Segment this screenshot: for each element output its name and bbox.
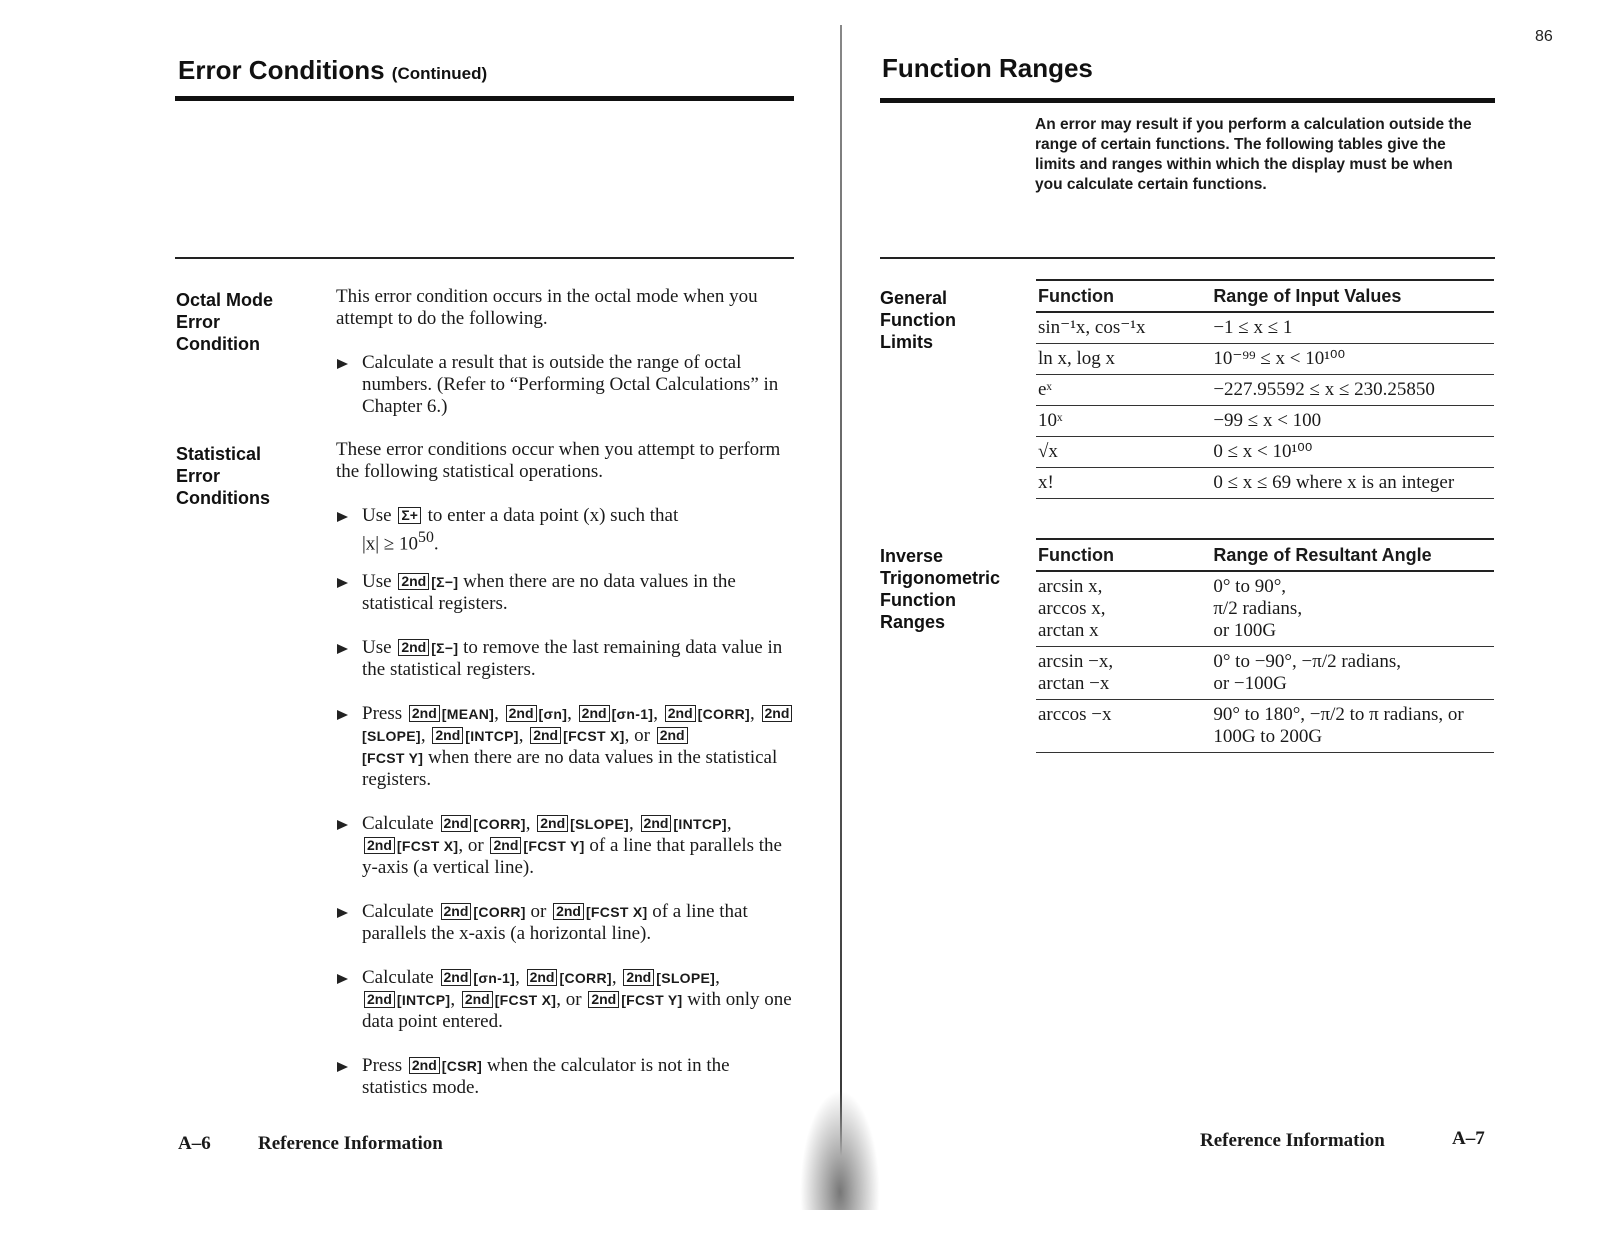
second-key: 2nd [409,705,440,722]
second-key: 2nd [641,815,672,832]
section-rule [880,257,1495,259]
fcst-y-function: [FCST Y] [621,992,683,1008]
table-header [1036,280,1494,312]
bullet-arrow-icon [337,512,348,522]
range-cell: 90° to 180°, −π/2 to π radians, or 100G to 200G [1211,700,1494,753]
stat-bullet-5 [337,813,797,879]
stat-bullet-3 [337,637,797,681]
second-key: 2nd [530,727,561,744]
bullet-text: Calculate 2nd [σn-1], 2nd [CORR], 2nd [SLOPE], 2nd [INTCP], 2nd [FCST X], or 2nd [FCST Y] with only one data point entered. [362,967,792,1032]
sigma-n-function: [σn] [538,706,568,722]
section-rule [175,257,794,259]
function-cell: ln x, log x [1036,344,1211,375]
intcp-function: [INTCP] [396,992,451,1008]
bullet-text: Calculate a result that is outside the range of octal numbers. (Refer to “Performing Octal Calculations” in Chapter 6.) [362,352,779,417]
corr-function: [CORR] [559,970,612,986]
second-key: 2nd [527,969,558,986]
inverse-ranges-table [1036,538,1494,753]
slope-function: [SLOPE] [362,728,421,744]
stat-bullet-6 [337,901,797,945]
label-line: Error [176,312,221,332]
csr-function: [CSR] [441,1058,483,1074]
function-cell: sin⁻¹x, cos⁻¹x [1036,312,1211,344]
label-line: General [880,288,948,308]
slope-function: [SLOPE] [656,970,716,986]
table-header [1036,539,1494,571]
second-key: 2nd [441,815,472,832]
stat-bullet-7 [337,967,797,1033]
second-key: 2nd [398,639,429,656]
label-line: Inverse [880,546,944,566]
intcp-function: [INTCP] [465,728,519,744]
second-key: 2nd [762,705,793,722]
octal-bullet [337,352,797,418]
range-cell: 0 ≤ x < 10¹⁰⁰ [1211,437,1494,468]
range-cell: 0° to −90°, −π/2 radians, or −100G [1211,647,1494,700]
label-line: Conditions [176,488,270,508]
second-key: 2nd [364,991,395,1008]
stat-bullet-8 [337,1055,797,1099]
fcst-x-function: [FCST X] [585,904,648,920]
second-key: 2nd [364,837,395,854]
second-key: 2nd [665,705,696,722]
function-cell: arcsin −x, arctan −x [1036,647,1211,700]
label-line: Limits [880,332,934,352]
inverse-section-label [880,545,1030,633]
bullet-arrow-icon [337,908,348,918]
column-header: Range of Input Values [1211,280,1494,312]
table-row [1036,468,1494,499]
table-row [1036,700,1494,753]
scan-page-number: 86 [1535,28,1553,45]
second-key: 2nd [398,573,429,590]
second-key: 2nd [657,727,688,744]
stat-section-label [176,443,326,509]
second-key: 2nd [462,991,493,1008]
fcst-x-function: [FCST X] [494,992,557,1008]
second-key: 2nd [579,705,610,722]
left-page-heading [178,55,487,86]
general-limits-table [1036,279,1494,499]
bullet-arrow-icon [337,820,348,830]
bullet-text: Press 2nd [CSR] when the calculator is not in the statistics mode. [362,1055,730,1098]
bullet-text: Calculate 2nd [CORR], 2nd [SLOPE], 2nd [INTCP], 2nd [FCST X], or 2nd [FCST Y] of a line that parallels the y-axis (a vertical line). [362,813,782,878]
second-key: 2nd [588,991,619,1008]
right-page-heading: Function Ranges [882,53,1093,83]
book-spine [840,25,842,1195]
table-row [1036,437,1494,468]
heading-rule [175,96,794,101]
mean-function: [MEAN] [441,706,495,722]
table-row [1036,344,1494,375]
octal-section-label [176,289,326,355]
second-key: 2nd [441,969,472,986]
bullet-arrow-icon [337,974,348,984]
fcst-x-function: [FCST X] [563,728,625,744]
range-cell: 10⁻⁹⁹ ≤ x < 10¹⁰⁰ [1211,344,1494,375]
octal-intro: This error condition occurs in the octal mode when you attempt to do the following. [336,286,758,329]
label-line: Condition [176,334,260,354]
sigma-n1-function: [σn-1] [611,706,654,722]
second-key: 2nd [409,1057,440,1074]
bullet-arrow-icon [337,710,348,720]
bullet-text: Use 2nd [Σ−] to remove the last remaining data value in the statistical registers. [362,637,783,680]
second-key: 2nd [432,727,463,744]
table-row [1036,312,1494,344]
function-cell: √x [1036,437,1211,468]
range-cell: −1 ≤ x ≤ 1 [1211,312,1494,344]
bullet-arrow-icon [337,1062,348,1072]
stat-bullet-1 [337,505,797,555]
sigma-plus-key: Σ+ [398,507,421,524]
fcst-y-function: [FCST Y] [523,838,585,854]
function-cell: 10ˣ [1036,406,1211,437]
bullet-text: Press 2nd [MEAN], 2nd [σn], 2nd [σn-1], 2nd [CORR], 2nd[SLOPE], 2nd [INTCP], 2nd [FCST X], or 2nd [FCST Y] when there are no data values in the statistical registers. [362,703,797,791]
bullet-arrow-icon [337,578,348,588]
bullet-arrow-icon [337,644,348,654]
range-cell: −227.95592 ≤ x ≤ 230.25850 [1211,375,1494,406]
stat-bullet-2 [337,571,797,615]
right-footer-title: Reference Information [1200,1130,1385,1151]
label-line: Statistical [176,444,262,464]
left-footer-title: Reference Information [258,1133,443,1154]
second-key: 2nd [537,815,568,832]
stat-bullet-4 [337,703,797,791]
heading-title: Error Conditions [178,55,385,85]
label-line: Error [176,466,221,486]
range-cell: 0° to 90°, π/2 radians, or 100G [1211,571,1494,647]
sigma-minus-function: [Σ−] [431,574,459,590]
right-intro: An error may result if you perform a calculation outside the range of certain functions. The following tables give the limits and ranges within which the display must be when you calculate certain functions. [1035,116,1472,193]
right-footer-page: A–7 [1452,1128,1485,1149]
label-line: Function [880,590,956,610]
column-header: Range of Resultant Angle [1211,539,1494,571]
column-header: Function [1036,539,1211,571]
bullet-text: Calculate 2nd [CORR] or 2nd [FCST X] of a line that parallels the x-axis (a horizontal line). [362,901,748,944]
slope-function: [SLOPE] [570,816,630,832]
stat-intro: These error conditions occur when you attempt to perform the following statistical operations. [336,439,781,482]
function-cell: eˣ [1036,375,1211,406]
intcp-function: [INTCP] [673,816,727,832]
corr-function: [CORR] [473,904,526,920]
label-line: Ranges [880,612,946,632]
corr-function: [CORR] [473,816,526,832]
table-row [1036,571,1494,647]
bullet-text: Use Σ+ to enter a data point (x) such that $|x| \ge 10^{50}$. [362,505,679,555]
range-cell: −99 ≤ x < 100 [1211,406,1494,437]
second-key: 2nd [506,705,537,722]
corr-function: [CORR] [697,706,751,722]
label-line: Function [880,310,956,330]
general-section-label [880,287,1030,353]
left-footer-page: A–6 [178,1133,211,1154]
table-row [1036,647,1494,700]
heading-rule [880,98,1495,103]
table-row [1036,406,1494,437]
heading-continued: (Continued) [391,64,488,83]
fcst-y-function: [FCST Y] [362,750,424,766]
sigma-minus-function: [Σ−] [431,640,459,656]
sigma-n1-function: [σn-1] [473,970,516,986]
function-cell: arcsin x, arccos x, arctan x [1036,571,1211,647]
bullet-text: Use 2nd [Σ−] when there are no data values in the statistical registers. [362,571,736,614]
table-row [1036,375,1494,406]
function-cell: x! [1036,468,1211,499]
range-cell: 0 ≤ x ≤ 69 where x is an integer [1211,468,1494,499]
label-line: Octal Mode [176,290,274,310]
second-key: 2nd [441,903,472,920]
fcst-x-function: [FCST X] [396,838,459,854]
bullet-arrow-icon [337,359,348,369]
column-header: Function [1036,280,1211,312]
label-line: Trigonometric [880,568,1001,588]
second-key: 2nd [553,903,584,920]
second-key: 2nd [490,837,521,854]
second-key: 2nd [623,969,654,986]
binding-shadow [800,1090,880,1210]
function-cell: arccos −x [1036,700,1211,753]
